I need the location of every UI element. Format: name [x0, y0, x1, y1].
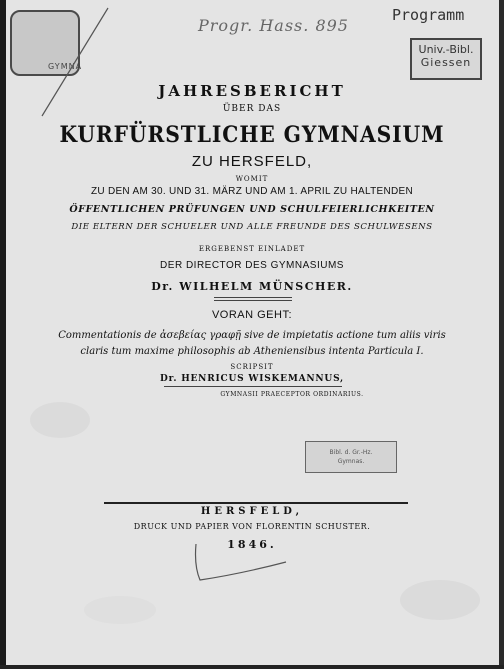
title-ergebenst: ERGEBENST EINLADET — [198, 245, 306, 253]
content-author: Dr. HENRICUS WISKEMANNUS, — [160, 374, 344, 384]
imprint-year: 1846. — [227, 538, 277, 551]
title-jahresbericht: JAHRESBERICHT — [158, 82, 346, 100]
content-commentationis-line1: Commentationis de ἀσεβείας γραφῇ sive de impietatis actione tum aliis viris — [58, 330, 446, 341]
title-womit: WOMIT — [235, 175, 269, 183]
univ-stamp-line2: Giessen — [420, 56, 472, 69]
title-zu-den: ZU DEN AM 30. UND 31. MÄRZ UND AM 1. APRIL ZU HALTENDEN — [90, 186, 414, 197]
program-label: Programm — [392, 6, 465, 24]
title-munscher: Dr. WILHELM MÜNSCHER. — [151, 280, 353, 293]
title-kurfurstliche: KURFÜRSTLICHE GYMNASIUM — [59, 122, 445, 148]
imprint-printer: DRUCK UND PAPIER VON FLORENTIN SCHUSTER. — [133, 522, 371, 531]
title-zu-hersfeld: ZU HERSFELD, — [191, 153, 313, 170]
imprint-place: HERSFELD, — [200, 506, 304, 517]
title-uber-das: ÜBER DAS — [222, 104, 282, 114]
univ-stamp-line1: Univ.-Bibl. — [418, 43, 474, 56]
content-scripsit: SCRIPSIT — [230, 363, 274, 371]
content-commentationis-line2: claris tum maxime philosophis ab Atheniensibus intenta Particula I. — [80, 346, 424, 357]
content-voran: VORAN GEHT: — [211, 309, 293, 321]
stamp-tl-text: GYMNA — [48, 62, 83, 71]
content-author-role: GYMNASII PRAECEPTOR ORDINARIUS. — [220, 391, 364, 398]
stamp-small-line2: Gymnas. — [337, 458, 365, 465]
title-director: DER DIRECTOR DES GYMNASIUMS — [160, 260, 344, 271]
title-eltern: DIE ELTERN DER SCHUELER UND ALLE FREUNDE DES SCHULWESENS — [71, 222, 433, 232]
title-offentlichen: ÖFFENTLICHEN PRÜFUNGEN UND SCHULFEIERLICHKEITEN — [69, 204, 435, 215]
handwritten-shelfmark: Progr. Hass. 895 — [198, 16, 349, 35]
stamp-small-line1: Bibl. d. Gr.-Hz. — [329, 449, 373, 456]
